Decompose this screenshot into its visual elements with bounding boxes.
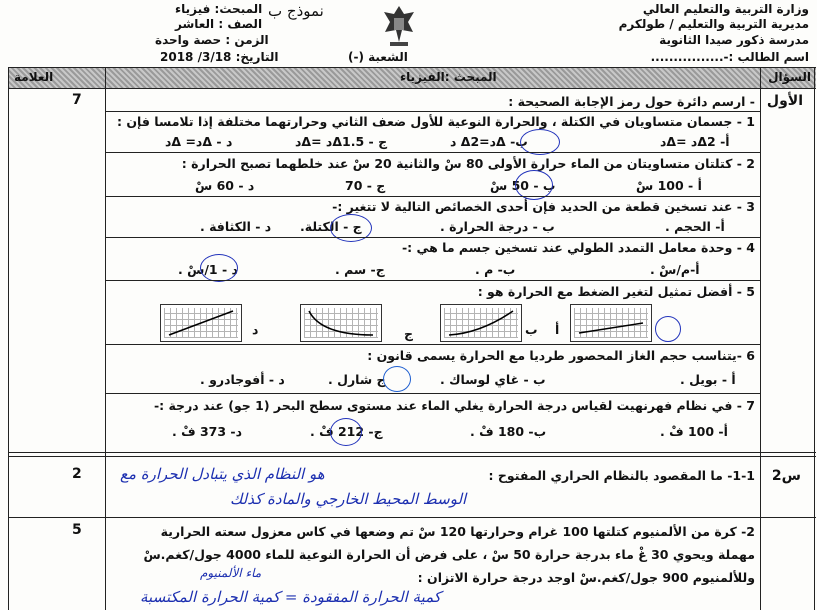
q1-mark: 7 <box>72 92 82 108</box>
date-label: التاريخ: 3/18/ 2018 <box>160 50 279 64</box>
q1-item7-option-a[interactable]: أ- 100 فْ . <box>660 424 728 439</box>
q2-item1-answer-line1: هو النظام الذي يتبادل الحرارة مع <box>120 465 325 483</box>
divider <box>105 237 760 238</box>
divider <box>105 111 760 112</box>
emblem <box>380 2 418 48</box>
q2-item2-line1: 2- كرة من الألمنيوم كتلتها 100 غرام وحرارتها 120 سْ تم وضعها في كاس معزول سعته الحرارية <box>160 524 755 539</box>
graph-label-c: ج <box>404 326 414 341</box>
subject-bar-header: المبحث :الفيزياء <box>400 70 497 84</box>
graph-label-d: د <box>252 322 259 337</box>
section-divider <box>8 452 816 453</box>
divider <box>8 517 816 518</box>
graph-label-a: أ <box>555 322 560 337</box>
grade-label: الصف : العاشر <box>175 17 263 31</box>
directorate-name: مديرية التربية والتعليم / طولكرم <box>618 17 809 31</box>
q1-item7-option-c[interactable]: ج- 212 فْ . <box>310 424 383 439</box>
q2-item2-line2: مهملة ويحوي 30 غْ ماء بدرجة حرارة 50 سْ ، على فرض أن الحرارة النوعية للماء 4000 جول/كغم.سْ <box>143 547 755 562</box>
q1-item3-text: 3 - عند تسخين قطعة من الحديد فإن أحدى الخصائص التالية لا تتغير :- <box>332 199 755 214</box>
q1-item4-option-b[interactable]: ب- م . <box>475 262 516 277</box>
q1-item3-option-b[interactable]: ب - درجة الحرارة . <box>440 219 555 234</box>
time-label: الزمن : حصة واحدة <box>155 33 269 47</box>
divider <box>105 196 760 197</box>
graph-label-b: ب <box>525 322 538 337</box>
q1-item4-option-c[interactable]: ج- سم . <box>335 262 385 277</box>
ministry-name: وزارة التربية والتعليم العالي <box>642 2 809 16</box>
table-left-border <box>8 67 9 610</box>
q2-item2-handwriting-small: ماء الألمنيوم <box>200 566 262 580</box>
q1-item6-option-b[interactable]: ب - غاي لوساك . <box>440 372 546 387</box>
answer-circle <box>200 254 238 282</box>
q1-label: الأول <box>766 93 803 109</box>
q2-item1-answer-line2: الوسط المحيط الخارجي والمادة كذلك <box>230 490 467 508</box>
answer-circle <box>383 366 411 392</box>
q1-item7-option-b[interactable]: ب- 180 فْ . <box>470 424 547 439</box>
graph-option-b[interactable] <box>440 304 522 342</box>
question-col-divider <box>760 67 761 610</box>
subject-label: المبحث: فيزياء <box>175 2 263 16</box>
school-name: مدرسة ذكور صيدا الثانوية <box>659 33 809 47</box>
divider <box>105 393 760 394</box>
q1-item1-text: 1 - جسمان متساويان في الكتلة ، والحرارة النوعية للأول ضعف الثاني وحرارتهما مختلفة إذا تلامسا فإن : <box>117 114 755 129</box>
q1-item6-option-a[interactable]: أ - بويل . <box>680 372 736 387</box>
q2-item1-text: 1-1- ما المقصود بالنظام الحراري المفتوح : <box>488 468 755 483</box>
q1-item1-option-b[interactable]: ب- Δد=Δ2 د <box>450 134 528 149</box>
answer-circle <box>655 316 681 342</box>
q2-item1-mark: 2 <box>72 466 82 482</box>
q1-item2-option-c[interactable]: ج - 70 <box>345 178 386 193</box>
q2-item2-mark: 5 <box>72 522 82 538</box>
q1-item4-option-a[interactable]: أ-م/سْ . <box>650 262 700 277</box>
q1-item4-option-d[interactable]: د - 1/سْ . <box>178 262 238 277</box>
q1-item1-option-d[interactable]: د - Δد= Δد <box>165 134 233 149</box>
answer-circle <box>330 418 362 446</box>
q1-instruction: - ارسم دائرة حول رمز الإجابة الصحيحة : <box>508 94 755 109</box>
table-right-border <box>814 67 815 610</box>
q1-item3-option-c[interactable]: ج - الكتلة. <box>300 219 362 234</box>
q2-item2-handwriting-bottom: كمية الحرارة المفقودة = كمية الحرارة المكتسبة <box>140 588 441 606</box>
q1-item3-option-a[interactable]: أ- الحجم . <box>665 219 725 234</box>
divider <box>105 344 760 345</box>
q1-item6-text: 6 -يتناسب حجم الغاز المحصور طرديا مع الحرارة يسمى قانون : <box>367 348 755 363</box>
eagle-emblem-icon <box>380 2 418 48</box>
q1-item6-option-d[interactable]: د - أفوجادرو . <box>200 372 285 387</box>
model-label: نموذج ب <box>268 2 324 20</box>
divider <box>105 152 760 153</box>
question-col-header: السؤال <box>768 70 811 84</box>
q1-item2-option-d[interactable]: د - 60 سْ <box>195 178 255 193</box>
q2-label: س2 <box>771 468 801 484</box>
marks-col-divider <box>105 67 106 610</box>
graph-option-c[interactable] <box>300 304 382 342</box>
q1-item4-text: 4 - وحدة معامل التمدد الطولي عند تسخين جسم ما هي :- <box>401 240 755 255</box>
q1-item7-text: 7 - في نظام فهرنهيت لقياس درجة الحرارة يغلي الماء عند مستوى سطح البحر (1 جو) عند درجة :- <box>153 398 755 413</box>
q1-item6-option-c[interactable]: ج شارل . <box>328 372 386 387</box>
q1-item7-option-d[interactable]: د- 373 فْ . <box>172 424 243 439</box>
marks-col-header: العلامة <box>14 70 54 84</box>
q1-item1-option-a[interactable]: أ- Δ2د =Δد <box>660 134 730 149</box>
q1-item3-option-d[interactable]: د - الكثافة . <box>200 219 272 234</box>
q1-item2-option-a[interactable]: أ - 100 سْ <box>636 178 702 193</box>
section-divider <box>8 456 816 457</box>
q2-item2-line3: وللألمنيوم 900 جول/كغم.سْ اوجد درجة حرارة الاتزان : <box>417 570 755 585</box>
graph-option-d[interactable] <box>160 304 242 342</box>
q1-item2-text: 2 - كتلتان متساويتان من الماء حرارة الأولى 80 سْ والثانية 20 سْ عند خلطهما تصبح الحرارة : <box>181 156 755 171</box>
q1-item2-option-b[interactable]: ب - 50 سْ <box>490 178 556 193</box>
divider <box>105 280 760 281</box>
q1-item1-option-c[interactable]: ج - Δ1.5د =Δد <box>295 134 388 149</box>
q1-item5-text: 5 - أفضل تمثيل لتغير الضغط مع الحرارة هو : <box>477 284 755 299</box>
graph-option-a[interactable] <box>570 304 652 342</box>
student-name-field: اسم الطالب :-................ <box>650 50 809 64</box>
section-label: الشعبة (-) <box>348 50 408 64</box>
